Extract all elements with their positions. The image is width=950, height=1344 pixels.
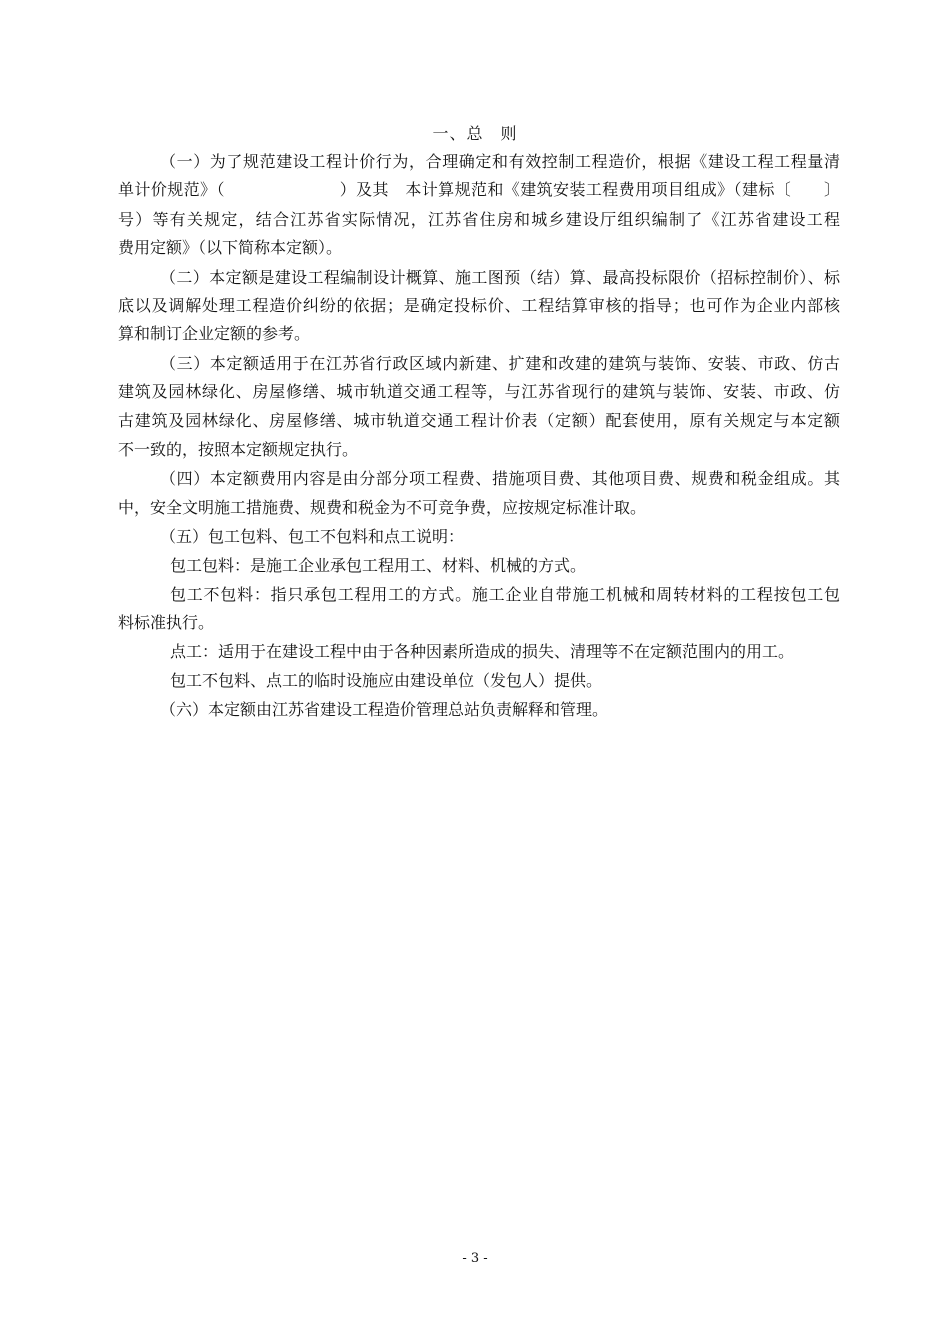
paragraph-5-item-3: 点工：适用于在建设工程中由于各种因素所造成的损失、清理等不在定额范围内的用工。 (170, 642, 795, 661)
paragraph-1-line-1: （一）为了规范建设工程计价行为，合理确定和有效控制工程造价，根据《建设工程工程量清 (160, 152, 840, 171)
paragraph-3-line-1: （三）本定额适用于在江苏省行政区域内新建、扩建和改建的建筑与装饰、安装、市政、仿古 (160, 354, 840, 373)
paragraph-5-item-2-line-2: 料标准执行。 (118, 613, 215, 632)
paragraph-3-line-2: 建筑及园林绿化、房屋修缮、城市轨道交通工程等，与江苏省现行的建筑与装饰、安装、市政、仿 (118, 382, 840, 401)
paragraph-1-line-3: 号）等有关规定，结合江苏省实际情况，江苏省住房和城乡建设厅组织编制了《江苏省建设工程 (118, 210, 840, 229)
paragraph-5-item-2-line-1: 包工不包料：指只承包工程用工的方式。施工企业自带施工机械和周转材料的工程按包工包 (170, 585, 840, 604)
paragraph-3-line-4: 不一致的，按照本定额规定执行。 (118, 440, 359, 459)
paragraph-5-item-1: 包工包料：是施工企业承包工程用工、材料、机械的方式。 (170, 556, 587, 575)
paragraph-2-line-2: 底以及调解处理工程造价纠纷的依据；是确定投标价、工程结算审核的指导；也可作为企业内部核 (118, 296, 840, 315)
paragraph-1-line-4: 费用定额》（以下简称本定额）。 (118, 238, 343, 257)
paragraph-6: （六）本定额由江苏省建设工程造价管理总站负责解释和管理。 (160, 700, 609, 719)
paragraph-3-line-3: 古建筑及园林绿化、房屋修缮、城市轨道交通工程计价表（定额）配套使用，原有关规定与本定额 (118, 411, 840, 430)
paragraph-2-line-1: （二）本定额是建设工程编制设计概算、施工图预（结）算、最高投标限价（招标控制价）、标 (160, 268, 840, 287)
paragraph-2-line-3: 算和制订企业定额的参考。 (118, 324, 311, 343)
section-heading: 一、总 则 (432, 124, 518, 143)
paragraph-5-item-4: 包工不包料、点工的临时设施应由建设单位（发包人）提供。 (170, 671, 603, 690)
paragraph-1-line-2: 单计价规范》（ ）及其 本计算规范和《建筑安装工程费用项目组成》（建标〔 〕 (118, 180, 840, 199)
paragraph-4-line-1: （四）本定额费用内容是由分部分项工程费、措施项目费、其他项目费、规费和税金组成。其 (160, 469, 840, 488)
page-number: - 3 - (462, 1251, 488, 1266)
paragraph-5-heading: （五）包工包料、包工不包料和点工说明： (160, 527, 465, 546)
paragraph-4-line-2: 中，安全文明施工措施费、规费和税金为不可竞争费，应按规定标准计取。 (118, 498, 647, 517)
